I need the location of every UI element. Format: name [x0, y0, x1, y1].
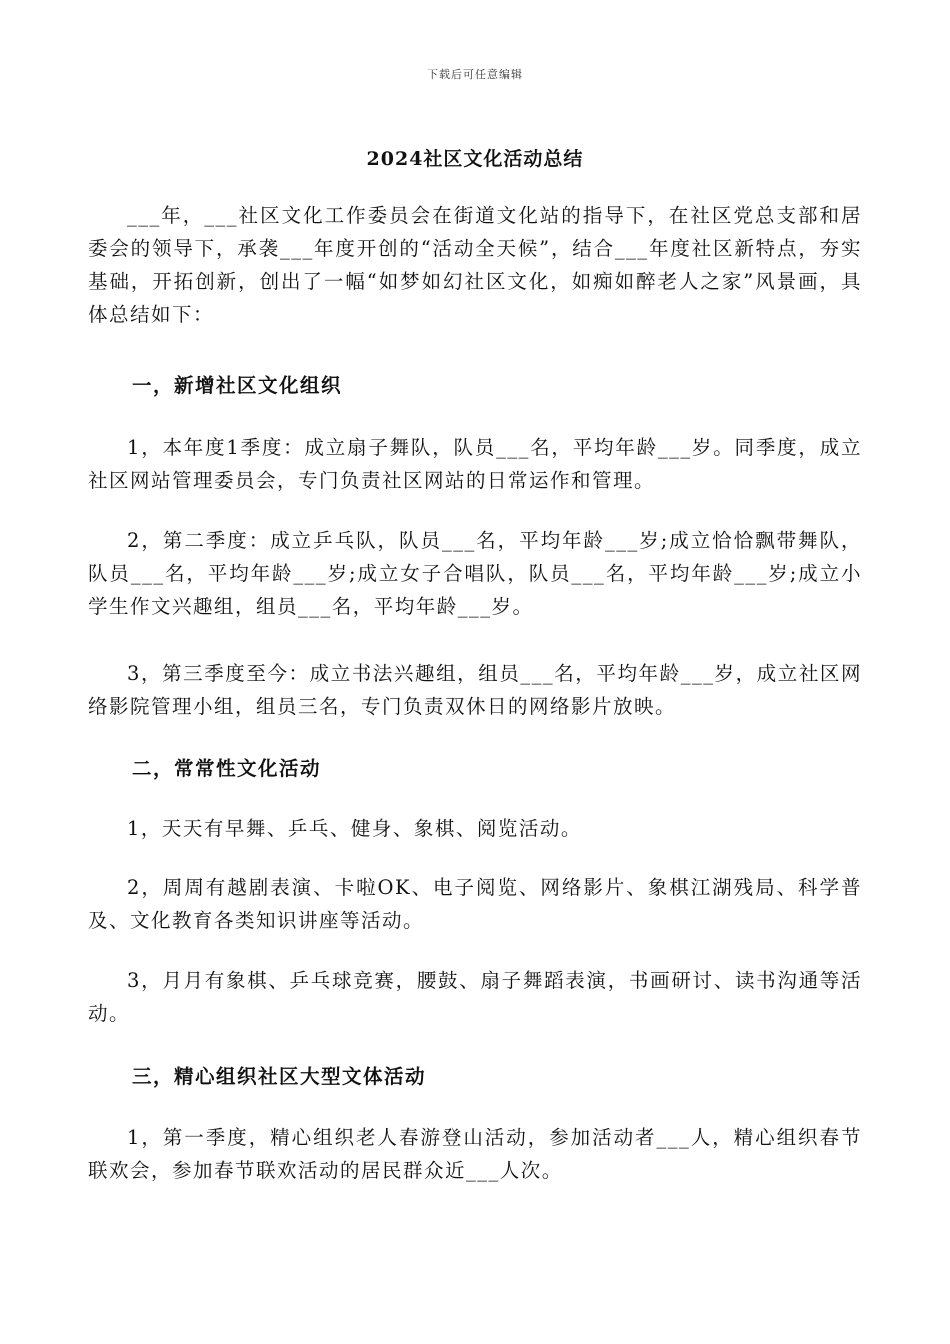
section-2-item-2: 2，周周有越剧表演、卡啦OK、电子阅览、网络影片、象棋江湖残局、科学普及、文化教育各类知识讲座等活动。: [88, 876, 862, 932]
section-1-item-3: 3，第三季度至今：成立书法兴趣组，组员___名，平均年龄___岁，成立社区网络影院管理小组，组员三名，专门负责双休日的网络影片放映。: [88, 662, 862, 718]
section-2-heading: 二，常常性文化活动: [132, 757, 322, 780]
section-3-item-1: 1，第一季度，精心组织老人春游登山活动，参加活动者___人，精心组织春节联欢会，参加春节联欢活动的居民群众近___人次。: [88, 1126, 862, 1182]
section-2-item-3: 3，月月有象棋、乒乓球竞赛，腰鼓、扇子舞蹈表演，书画研讨、读书沟通等活动。: [88, 969, 862, 1025]
section-1-heading: 一，新增社区文化组织: [132, 374, 343, 397]
document-title: 2024社区文化活动总结: [366, 148, 584, 170]
section-3-heading: 三，精心组织社区大型文体活动: [132, 1065, 427, 1088]
intro-paragraph: ___年，___社区文化工作委员会在街道文化站的指导下，在社区党总支部和居委会的领导下，承袭___年度开创的“活动全天候”，结合___年度社区新特点，夯实基础，开拓创新，创出了一幅“如梦如幻社区文化，如痴如醉老人之家”风景画，具体总结如下：: [88, 204, 862, 326]
section-1-item-2: 2，第二季度：成立乒乓队，队员___名，平均年龄___岁;成立恰恰飘带舞队，队员___名，平均年龄___岁;成立女子合唱队，队员___名，平均年龄___岁;成立小学生作文兴趣组，组员___名，平均年龄___岁。: [88, 529, 862, 618]
section-1-item-1: 1，本年度1季度：成立扇子舞队，队员___名，平均年龄___岁。同季度，成立社区网站管理委员会，专门负责社区网站的日常运作和管理。: [88, 436, 862, 492]
section-2-item-1: 1，天天有早舞、乒乓、健身、象棋、阅览活动。: [127, 817, 582, 840]
header-note: 下载后可任意编辑: [427, 68, 523, 81]
